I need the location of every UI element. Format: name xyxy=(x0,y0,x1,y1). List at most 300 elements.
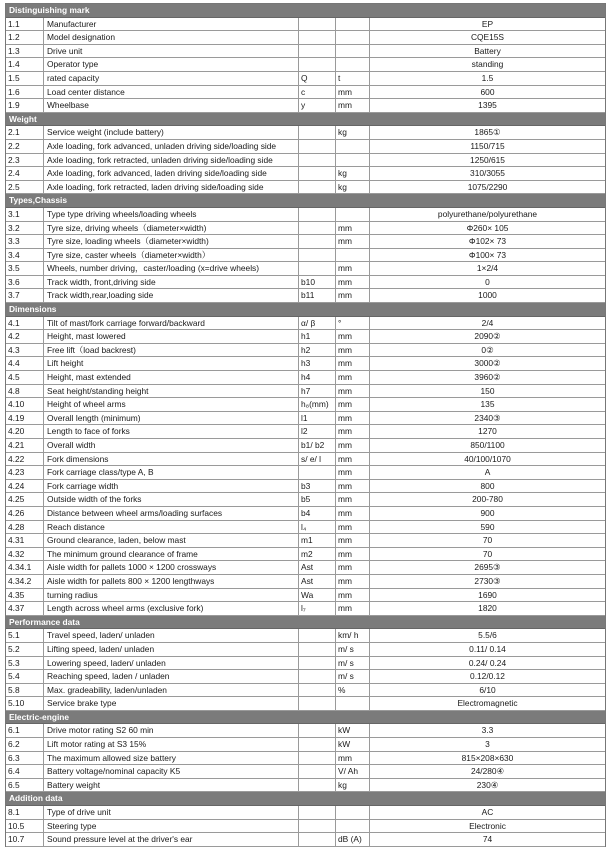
item-number: 1.2 xyxy=(6,31,44,44)
item-unit: mm xyxy=(336,602,370,615)
item-symbol xyxy=(299,181,336,194)
item-number: 1.6 xyxy=(6,86,44,99)
item-value: 1395 xyxy=(478,100,497,111)
table-row xyxy=(6,670,605,684)
item-description: Overall length (minimum) xyxy=(44,412,299,425)
table-row xyxy=(6,140,605,154)
item-description: Axle loading, fork advanced, unladen driving side/loading side xyxy=(44,140,299,153)
item-number: 4.28 xyxy=(6,521,44,534)
item-unit: mm xyxy=(336,86,370,99)
item-description: Model designation xyxy=(44,31,299,44)
table-row xyxy=(6,521,605,535)
item-symbol: h4 xyxy=(299,371,336,384)
item-symbol: h1 xyxy=(299,330,336,343)
item-number: 3.2 xyxy=(6,222,44,235)
item-number: 4.24 xyxy=(6,480,44,493)
item-symbol xyxy=(299,235,336,248)
item-value: 1865① xyxy=(474,127,501,138)
item-symbol xyxy=(299,657,336,670)
item-number: 6.3 xyxy=(6,752,44,765)
item-number: 5.10 xyxy=(6,697,44,710)
item-value: 2090② xyxy=(474,331,501,342)
item-symbol: b11 xyxy=(299,289,336,302)
table-row xyxy=(6,752,605,766)
item-symbol: l₄ xyxy=(299,521,336,534)
table-row xyxy=(6,208,605,222)
item-unit: m/ s xyxy=(336,657,370,670)
item-value: 1690 xyxy=(478,589,497,600)
item-unit: kg xyxy=(336,126,370,139)
item-symbol xyxy=(299,738,336,751)
item-description: Tyre size, driving wheels（diameter×width) xyxy=(44,222,299,235)
item-description: Height of wheel arms xyxy=(44,398,299,411)
item-number: 2.1 xyxy=(6,126,44,139)
item-unit: mm xyxy=(336,398,370,411)
item-unit: kW xyxy=(336,738,370,751)
item-symbol: h7 xyxy=(299,385,336,398)
item-value: 1000 xyxy=(478,290,497,301)
item-symbol: Q xyxy=(299,72,336,85)
item-unit: mm xyxy=(336,235,370,248)
item-value: 200-780 xyxy=(472,494,503,505)
item-unit: mm xyxy=(336,507,370,520)
item-unit xyxy=(336,806,370,819)
table-row xyxy=(6,779,605,793)
item-description: Load center distance xyxy=(44,86,299,99)
item-value: 2730③ xyxy=(474,575,501,586)
item-symbol: b10 xyxy=(299,276,336,289)
item-unit: mm xyxy=(336,453,370,466)
item-number: 4.34.1 xyxy=(6,561,44,574)
item-value: 1.5 xyxy=(481,72,494,83)
item-unit: ° xyxy=(336,317,370,330)
item-number: 3.5 xyxy=(6,262,44,275)
item-description: Axle loading, fork retracted, laden driving side/loading side xyxy=(44,181,299,194)
table-row xyxy=(6,398,605,412)
item-description: Tilt of mast/fork carriage forward/backward xyxy=(44,317,299,330)
item-description: Fork carriage class/type A, B xyxy=(44,466,299,479)
item-value: 1270 xyxy=(478,426,497,437)
item-number: 4.20 xyxy=(6,425,44,438)
item-number: 5.4 xyxy=(6,670,44,683)
table-row xyxy=(6,684,605,698)
item-symbol xyxy=(299,724,336,737)
item-description: Reaching speed, laden / unladen xyxy=(44,670,299,683)
item-number: 4.8 xyxy=(6,385,44,398)
item-number: 4.23 xyxy=(6,466,44,479)
item-description: Lift height xyxy=(44,357,299,370)
item-value: CQE15S xyxy=(470,32,505,43)
item-number: 1.9 xyxy=(6,99,44,112)
item-unit xyxy=(336,45,370,58)
table-row xyxy=(6,466,605,480)
item-unit xyxy=(336,208,370,221)
item-number: 4.31 xyxy=(6,534,44,547)
item-unit: mm xyxy=(336,330,370,343)
item-description: Drive unit xyxy=(44,45,299,58)
table-row xyxy=(6,493,605,507)
item-symbol xyxy=(299,752,336,765)
section-header: Dimensions xyxy=(6,303,605,317)
item-number: 1.1 xyxy=(6,18,44,31)
table-row xyxy=(6,235,605,249)
item-symbol: Ast xyxy=(299,561,336,574)
item-unit: mm xyxy=(336,344,370,357)
item-symbol: c xyxy=(299,86,336,99)
item-description: Type type driving wheels/loading wheels xyxy=(44,208,299,221)
item-description: Sound pressure level at the driver's ear xyxy=(44,833,299,846)
item-number: 4.5 xyxy=(6,371,44,384)
item-value: 3.3 xyxy=(481,725,494,736)
item-number: 6.1 xyxy=(6,724,44,737)
item-number: 4.1 xyxy=(6,317,44,330)
table-row xyxy=(6,629,605,643)
item-number: 4.37 xyxy=(6,602,44,615)
table-row xyxy=(6,317,605,331)
table-row xyxy=(6,357,605,371)
item-description: Aisle width for pallets 1000 × 1200 crossways xyxy=(44,561,299,574)
item-unit xyxy=(336,154,370,167)
item-unit: mm xyxy=(336,480,370,493)
item-description: Manufacturer xyxy=(44,18,299,31)
section-header: Weight xyxy=(6,113,605,127)
item-number: 3.4 xyxy=(6,249,44,262)
table-row xyxy=(6,99,605,113)
item-value: 230④ xyxy=(476,779,499,790)
item-description: Drive motor rating S2 60 min xyxy=(44,724,299,737)
item-value: 135 xyxy=(480,399,495,410)
item-description: Distance between wheel arms/loading surfaces xyxy=(44,507,299,520)
table-row xyxy=(6,820,605,834)
item-value: polyurethane/polyurethane xyxy=(437,208,538,219)
item-symbol xyxy=(299,31,336,44)
item-unit xyxy=(336,31,370,44)
item-unit: mm xyxy=(336,222,370,235)
item-value: 24/280④ xyxy=(470,766,505,777)
item-description: Overall width xyxy=(44,439,299,452)
item-unit xyxy=(336,140,370,153)
item-value: 5.5/6 xyxy=(478,630,497,641)
item-unit: t xyxy=(336,72,370,85)
table-row xyxy=(6,453,605,467)
item-number: 4.4 xyxy=(6,357,44,370)
item-description: The maximum allowed size battery xyxy=(44,752,299,765)
item-symbol xyxy=(299,58,336,71)
item-value: Electromagnetic xyxy=(457,698,518,709)
item-unit: mm xyxy=(336,493,370,506)
item-number: 10.5 xyxy=(6,820,44,833)
item-symbol xyxy=(299,18,336,31)
item-unit: m/ s xyxy=(336,670,370,683)
item-unit xyxy=(336,58,370,71)
item-description: Seat height/standing height xyxy=(44,385,299,398)
item-value: 0.24/ 0.24 xyxy=(468,657,507,668)
table-row xyxy=(6,548,605,562)
item-description: Lowering speed, laden/ unladen xyxy=(44,657,299,670)
table-row xyxy=(6,439,605,453)
item-number: 3.3 xyxy=(6,235,44,248)
item-description: Max. gradeability, laden/unladen xyxy=(44,684,299,697)
item-symbol xyxy=(299,629,336,642)
item-symbol: l2 xyxy=(299,425,336,438)
table-row xyxy=(6,72,605,86)
item-value: 0.11/ 0.14 xyxy=(469,643,506,654)
item-value: 6/10 xyxy=(479,684,496,695)
table-row xyxy=(6,738,605,752)
item-symbol xyxy=(299,765,336,778)
item-number: 3.1 xyxy=(6,208,44,221)
item-symbol xyxy=(299,466,336,479)
section-header: Performance data xyxy=(6,616,605,630)
item-number: 4.26 xyxy=(6,507,44,520)
table-row xyxy=(6,806,605,820)
item-symbol xyxy=(299,684,336,697)
table-row xyxy=(6,412,605,426)
table-row xyxy=(6,602,605,616)
item-unit: kg xyxy=(336,779,370,792)
item-number: 2.4 xyxy=(6,167,44,180)
item-symbol: s/ e/ l xyxy=(299,453,336,466)
item-unit: mm xyxy=(336,466,370,479)
item-value: 74 xyxy=(482,834,493,845)
item-number: 2.2 xyxy=(6,140,44,153)
table-row xyxy=(6,724,605,738)
item-value: 70 xyxy=(482,548,493,559)
table-row xyxy=(6,657,605,671)
item-value: 800 xyxy=(480,480,495,491)
item-number: 6.2 xyxy=(6,738,44,751)
table-row xyxy=(6,643,605,657)
item-description: Steering type xyxy=(44,820,299,833)
item-symbol xyxy=(299,262,336,275)
item-symbol xyxy=(299,208,336,221)
item-value: 1250/615 xyxy=(470,154,505,165)
item-value: 900 xyxy=(480,507,495,518)
item-number: 4.35 xyxy=(6,589,44,602)
item-value: standing xyxy=(471,59,504,70)
item-value: EP xyxy=(481,18,494,29)
item-symbol xyxy=(299,249,336,262)
item-unit xyxy=(336,697,370,710)
item-value: Φ102× 73 xyxy=(468,236,507,247)
item-number: 5.2 xyxy=(6,643,44,656)
item-description: Axle loading, fork retracted, unladen driving side/loading side xyxy=(44,154,299,167)
item-unit: mm xyxy=(336,439,370,452)
item-value: 850/1100 xyxy=(470,440,505,450)
table-row xyxy=(6,18,605,32)
item-unit: mm xyxy=(336,521,370,534)
table-row xyxy=(6,480,605,494)
item-value: 815×208×630 xyxy=(461,752,514,763)
section-header: Electric-engine xyxy=(6,711,605,725)
item-value: Φ100× 73 xyxy=(468,249,507,260)
item-symbol xyxy=(299,126,336,139)
item-unit: V/ Ah xyxy=(336,765,370,778)
item-unit: mm xyxy=(336,412,370,425)
table-row xyxy=(6,167,605,181)
table-row xyxy=(6,289,605,303)
item-number: 1.5 xyxy=(6,72,44,85)
item-number: 4.25 xyxy=(6,493,44,506)
item-unit: kg xyxy=(336,181,370,194)
item-unit: kW xyxy=(336,724,370,737)
table-row xyxy=(6,575,605,589)
item-description: The minimum ground clearance of frame xyxy=(44,548,299,561)
item-symbol xyxy=(299,45,336,58)
item-symbol: m1 xyxy=(299,534,336,547)
table-row xyxy=(6,385,605,399)
item-unit: mm xyxy=(336,357,370,370)
item-number: 2.3 xyxy=(6,154,44,167)
item-value: 590 xyxy=(480,521,495,532)
item-symbol xyxy=(299,140,336,153)
item-number: 1.4 xyxy=(6,58,44,71)
item-value: 0 xyxy=(485,276,490,287)
item-value: 600 xyxy=(480,86,495,97)
item-symbol: b4 xyxy=(299,507,336,520)
item-unit: mm xyxy=(336,371,370,384)
item-unit: kg xyxy=(336,167,370,180)
item-value: 310/3055 xyxy=(470,168,505,179)
item-description: Height, mast lowered xyxy=(44,330,299,343)
item-symbol: l₇ xyxy=(299,602,336,615)
item-value: 70 xyxy=(482,535,493,546)
item-number: 6.4 xyxy=(6,765,44,778)
item-value: Battery xyxy=(474,45,501,56)
item-unit: mm xyxy=(336,752,370,765)
item-symbol: l1 xyxy=(299,412,336,425)
item-symbol xyxy=(299,820,336,833)
table-row xyxy=(6,126,605,140)
table-row xyxy=(6,86,605,100)
item-value: 40/100/1070 xyxy=(464,453,511,464)
item-unit: % xyxy=(336,684,370,697)
item-symbol: h₈(mm) xyxy=(299,398,336,411)
item-symbol xyxy=(299,643,336,656)
item-value: 2/4 xyxy=(481,317,494,328)
table-row xyxy=(6,534,605,548)
item-value: Electronic xyxy=(469,820,506,831)
table-row xyxy=(6,507,605,521)
item-number: 3.6 xyxy=(6,276,44,289)
table-row xyxy=(6,344,605,358)
item-description: Type of drive unit xyxy=(44,806,299,819)
item-description: Operator type xyxy=(44,58,299,71)
item-description: Battery weight xyxy=(44,779,299,792)
item-unit: mm xyxy=(336,561,370,574)
item-description: Wheels, number driving，caster/loading (x=drive wheels) xyxy=(44,262,299,275)
item-unit xyxy=(336,18,370,31)
item-value: 3 xyxy=(485,739,490,750)
item-value: Φ260× 105 xyxy=(466,222,509,233)
item-unit: m/ s xyxy=(336,643,370,656)
table-row xyxy=(6,697,605,711)
item-symbol: h2 xyxy=(299,344,336,357)
item-value: 1150/715 xyxy=(470,140,505,151)
item-value: 3960② xyxy=(474,372,501,383)
item-number: 10.7 xyxy=(6,833,44,846)
table-row xyxy=(6,589,605,603)
item-symbol: b3 xyxy=(299,480,336,493)
section-header: Addition data xyxy=(6,792,605,806)
item-symbol: α/ β xyxy=(299,317,336,330)
table-row xyxy=(6,262,605,276)
item-symbol xyxy=(299,670,336,683)
item-unit: mm xyxy=(336,99,370,112)
item-description: Free lift（load backrest) xyxy=(44,344,299,357)
item-value: 1×2/4 xyxy=(476,263,499,274)
table-row xyxy=(6,154,605,168)
item-symbol xyxy=(299,806,336,819)
item-description: Axle loading, fork advanced, laden driving side/loading side xyxy=(44,167,299,180)
section-header: Types,Chassis xyxy=(6,194,605,208)
item-symbol: h3 xyxy=(299,357,336,370)
item-symbol xyxy=(299,154,336,167)
item-number: 5.3 xyxy=(6,657,44,670)
item-value: A xyxy=(484,467,491,478)
item-unit: mm xyxy=(336,289,370,302)
item-unit: km/ h xyxy=(336,629,370,642)
item-symbol: m2 xyxy=(299,548,336,561)
item-symbol xyxy=(299,222,336,235)
item-value: 1075/2290 xyxy=(467,181,508,192)
item-symbol: Ast xyxy=(299,575,336,588)
item-symbol xyxy=(299,697,336,710)
table-row xyxy=(6,765,605,779)
item-description: Reach distance xyxy=(44,521,299,534)
table-row xyxy=(6,31,605,45)
item-number: 3.7 xyxy=(6,289,44,302)
item-description: Lifting speed, laden/ unladen xyxy=(44,643,299,656)
item-description: Lift motor rating at S3 15% xyxy=(44,738,299,751)
table-row xyxy=(6,45,605,59)
item-description: Service brake type xyxy=(44,697,299,710)
item-symbol: Wa xyxy=(299,589,336,602)
item-number: 1.3 xyxy=(6,45,44,58)
item-symbol xyxy=(299,779,336,792)
item-description: Length across wheel arms (exclusive fork) xyxy=(44,602,299,615)
item-description: Length to face of forks xyxy=(44,425,299,438)
table-row xyxy=(6,561,605,575)
item-description: Battery voltage/nominal capacity K5 xyxy=(44,765,299,778)
item-unit xyxy=(336,820,370,833)
table-row xyxy=(6,58,605,72)
item-description: turning radius xyxy=(44,589,299,602)
item-number: 4.2 xyxy=(6,330,44,343)
item-symbol xyxy=(299,167,336,180)
item-value: 1820 xyxy=(478,603,497,614)
item-value: AC xyxy=(481,807,494,818)
item-value: 2340③ xyxy=(474,412,501,423)
item-unit: mm xyxy=(336,425,370,438)
item-description: Outside width of the forks xyxy=(44,493,299,506)
table-row xyxy=(6,181,605,195)
item-symbol: b5 xyxy=(299,493,336,506)
item-number: 4.10 xyxy=(6,398,44,411)
item-description: Wheelbase xyxy=(44,99,299,112)
item-unit: mm xyxy=(336,589,370,602)
item-description: Tyre size, caster wheels（diameter×width） xyxy=(44,249,299,262)
item-unit: mm xyxy=(336,262,370,275)
item-number: 6.5 xyxy=(6,779,44,792)
item-description: Fork carriage width xyxy=(44,480,299,493)
item-unit: mm xyxy=(336,276,370,289)
spec-sheet xyxy=(5,3,606,847)
item-description: Tyre size, loading wheels（diameter×width) xyxy=(44,235,299,248)
item-number: 4.34.2 xyxy=(6,575,44,588)
item-value: 2695③ xyxy=(474,562,501,573)
item-value: 150 xyxy=(480,385,495,396)
